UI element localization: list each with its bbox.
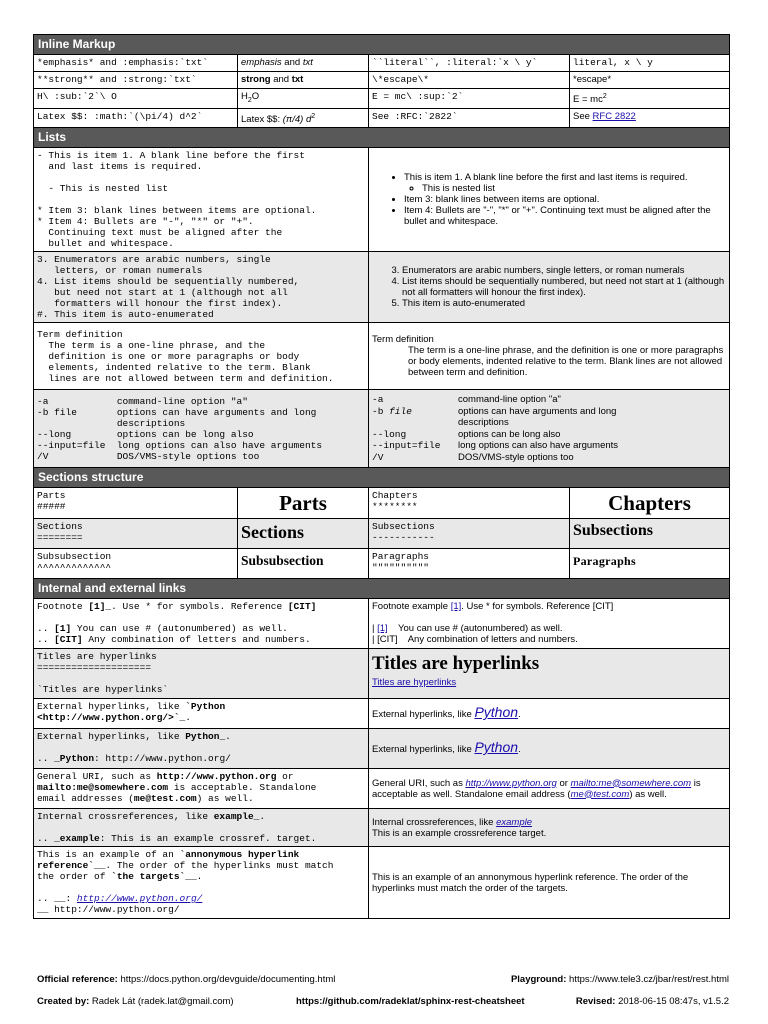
titles-link[interactable]: Titles are hyperlinks: [372, 677, 457, 689]
sections-heading: Sections: [238, 519, 369, 549]
chapters-src: Chapters ********: [369, 488, 570, 519]
mailto-link[interactable]: mailto:me@somewhere.com: [570, 777, 692, 789]
inline-out-sub: $H_2O$: [238, 89, 369, 109]
section-header-sections: Sections structure: [34, 468, 730, 488]
cheatsheet-table: [33, 34, 730, 919]
anon-src: This is an example of an `annonymous hyperlink reference`__. The order of the hyperlinks must match the order of `the targets`__. .. __: http://www.python.org/ __ http://www.python.org/: [34, 847, 369, 919]
ext2-out: External hyperlinks, like Python.: [369, 729, 730, 769]
inline-src-math: Latex $$: :math:`(\pi/4) d^2`: [34, 108, 238, 127]
options-src: -a command-line option "a" -b file options can have arguments and long descriptions --long options can be long also --input=file long options can also have arguments /V DOS/VMS-style options too: [34, 390, 369, 468]
python-link[interactable]: Python: [474, 704, 519, 721]
example-link[interactable]: example: [496, 816, 533, 828]
definition-src: Term definition The term is a one-line phrase, and the definition is one or more paragraphs or body elements, indented relative to the term. Blank lines are not allowed between term and definition.: [34, 323, 369, 390]
inline-out-escape: *escape*: [570, 72, 730, 89]
inline-src-sup: E = mc\ :sup:`2`: [369, 89, 570, 109]
footer-row-1: [37, 974, 729, 985]
inline-out-strong: strong and txt: [238, 72, 369, 89]
inline-out-emphasis: emphasis and txt: [238, 55, 369, 72]
titles-src: Titles are hyperlinks ==================== `Titles are hyperlinks`: [34, 649, 369, 699]
uri-out: General URI, such as http://www.python.org or mailto:me@somewhere.com is acceptable as well. Standalone email address (me@test.com) as well.: [369, 769, 730, 809]
revised: Revised: 2018-06-15 08:47s, v1.5.2: [575, 996, 729, 1007]
ext2-src: External hyperlinks, like Python_. .. _Python: http://www.python.org/: [34, 729, 369, 769]
github-url: https://github.com/radeklat/sphinx-rest-cheatsheet: [296, 996, 525, 1007]
option-row: --input=file long options can also have arguments: [372, 440, 619, 452]
sections-src: Sections ========: [34, 519, 238, 549]
inline-src-emphasis: *emphasis* and :emphasis:`txt`: [34, 55, 238, 72]
list-item: • Item 4: Bullets are "-", "*" or "+". Continuing text must be aligned after the bullet and whitespace.: [404, 205, 726, 227]
inline-out-rfc: See RFC 2822: [570, 108, 730, 127]
parts-src: Parts #####: [34, 488, 238, 519]
inline-src-strong: **strong** and :strong:`txt`: [34, 72, 238, 89]
definition-out: [369, 323, 730, 390]
option-row: --long options can be long also: [372, 428, 561, 440]
subsections-src: Subsections -----------: [369, 519, 570, 549]
xref-src: Internal crossreferences, like example_. .. _example: This is an example crossref. target.: [34, 809, 369, 847]
titles-heading: Titles are hyperlinks: [372, 653, 540, 675]
ext1-src: External hyperlinks, like `Python <http://www.python.org/>`_.: [34, 699, 369, 729]
definition-text: The term is a one-line phrase, and the definition is one or more paragraphs or body elements, indented relative to the term. Blank lines are not allowed between term and definition.: [408, 345, 724, 379]
xref-out: Internal crossreferences, like example This is an example crossreference target.: [369, 809, 730, 847]
official-reference: Official reference: https://docs.python.org/devguide/documenting.html: [37, 974, 336, 985]
list-item: • Item 3: blank lines between items are optional.: [404, 194, 726, 205]
created-by: Created by: Radek Lát (radek.lat@gmail.com): [37, 996, 234, 1007]
footnote-src: Footnote [1]_. Use * for symbols. Reference [CIT] .. [1] You can use # (autonumbered) as well. .. [CIT] Any combination of letters and numbers.: [34, 599, 369, 649]
list-item: 3. Enumerators are arabic numbers, single letters, or roman numerals: [402, 265, 726, 276]
anon-out: This is an example of an annonymous hyperlink reference. The order of the hyperlinks must match the order of the targets.: [369, 847, 730, 919]
bullet-list-out: [369, 148, 730, 252]
enum-list-src: 3. Enumerators are arabic numbers, single letters, or roman numerals 4. List items should be sequentially numbered, but need not start at 1 (although not all formatters will honour the first index). #. This item is auto-enumerated: [34, 252, 369, 323]
inline-out-literal: literal, x \ y: [570, 55, 730, 72]
enum-list-out: [369, 252, 730, 323]
subsections-heading: Subsections: [570, 519, 730, 549]
subsubsection-src: Subsubsection ^^^^^^^^^^^^^: [34, 549, 238, 579]
options-out: [369, 390, 730, 468]
footer-row-2: [37, 996, 729, 1007]
paragraphs-src: Paragraphs """""""""": [369, 549, 570, 579]
email-link[interactable]: me@test.com: [570, 788, 630, 800]
ext1-out: External hyperlinks, like Python.: [369, 699, 730, 729]
python-uri-link[interactable]: http://www.python.org: [465, 777, 557, 789]
list-item: • This is item 1. A blank line before the first and last items is required.: [404, 172, 726, 183]
option-row: -a command-line option "a": [372, 394, 561, 406]
cheatsheet: [33, 34, 729, 919]
subsubsection-heading: Subsubsection: [238, 549, 369, 579]
section-header-inline: Inline Markup: [34, 35, 730, 55]
playground: Playground: https://www.tele3.cz/jbar/rest/rest.html: [510, 974, 729, 985]
list-item: 4. List items should be sequentially numbered, but need not start at 1 (although not all formatters will honour the first index).: [402, 276, 726, 298]
definition-term: Term definition: [372, 334, 434, 346]
titles-out: [369, 649, 730, 699]
anon-target-link[interactable]: http://www.python.org/: [76, 893, 203, 905]
list-item: ◦ This is nested list: [422, 183, 726, 194]
inline-src-rfc: See :RFC:`2822`: [369, 108, 570, 127]
chapters-heading: Chapters: [570, 488, 730, 519]
list-item: 5. This item is auto-enumerated: [402, 298, 726, 309]
footnote-backref-link[interactable]: [1]: [377, 623, 388, 635]
rfc-link[interactable]: RFC 2822: [592, 110, 636, 122]
section-header-links: Internal and external links: [34, 579, 730, 599]
footnote-ref-link[interactable]: [1]: [450, 601, 462, 613]
paragraphs-heading: Paragraphs: [570, 549, 730, 579]
parts-heading: Parts: [238, 488, 369, 519]
option-row: /V DOS/VMS-style options too: [372, 451, 574, 463]
inline-src-literal: ``literal``, :literal:`x \ y`: [369, 55, 570, 72]
inline-src-sub: H\ :sub:`2`\ O: [34, 89, 238, 109]
option-row: -b file options can have arguments and long descriptions: [372, 405, 617, 429]
inline-out-math: Latex $$: (π/4) $d^2$: [238, 108, 369, 127]
inline-out-sup: $E = mc^2$: [570, 89, 730, 109]
uri-src: General URI, such as http://www.python.org or mailto:me@somewhere.com is acceptable. Standalone email addresses (me@test.com) as well.: [34, 769, 369, 809]
footnote-out: Footnote example [1]. Use * for symbols. Reference [CIT] | [1] You can use # (autonumbered) as well. | [CIT] Any combination of letters and numbers.: [369, 599, 730, 649]
python-link[interactable]: Python: [474, 739, 519, 756]
inline-src-escape: \*escape\*: [369, 72, 570, 89]
bullet-list-src: - This is item 1. A blank line before the first and last items is required. - This is nested list * Item 3: blank lines between items are optional. * Item 4: Bullets are "-", "*" or "+". Continuing text must be aligned after the bullet and whitespace.: [34, 148, 369, 252]
section-header-lists: Lists: [34, 128, 730, 148]
